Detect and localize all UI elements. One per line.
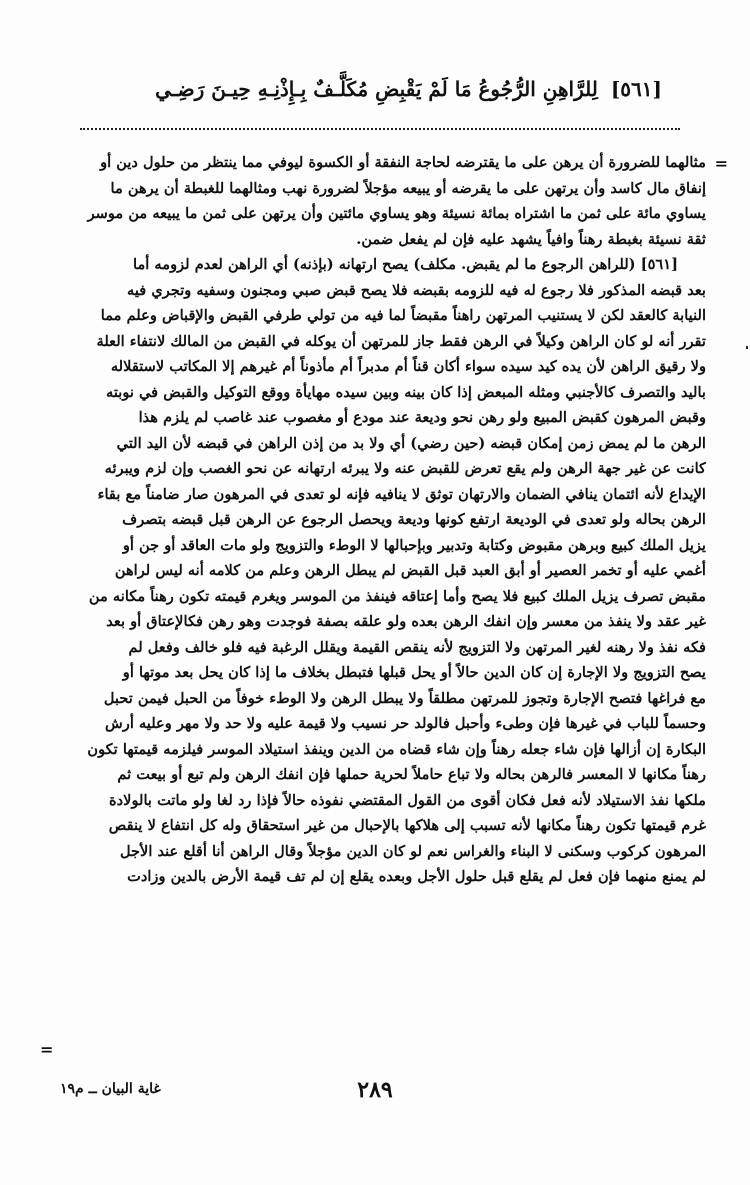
text-line: مع فراغها فتصح الإجارة وتجوز للمرتهن مطلقاً ولا يبطل الرهن ولا الوطء خوفاً من الحبل فيمن تحبل: [103, 689, 706, 707]
text-line: فكه نفذ ولا رهنه لغير المرتهن ولا التزويج لأنه ينقص القيمة ويقلل الرغبة فيه فلو خالف وفعل لم: [128, 638, 706, 656]
text-line: الرهن ما لم يمض زمن إمكان قبضه (حين رضي) أي ولا بد من إذن الراهن في قبضه لأن اليد التي: [116, 434, 706, 452]
text-line: كانت عن غير جهة الرهن ولم يقع تعرض للقبض عنه ولا يبرئه ارتهانه عن نحو الغصب وإن لزم ويبرئه: [104, 460, 706, 477]
verse-number: [٥٦١]: [610, 77, 662, 101]
signature-mark: غاية البيان ــ م١٩: [60, 1081, 161, 1097]
text-line: غرم قيمتها تكون رهناً مكانها لأنه تسبب إلى هلاكها بالإحبال من غير استحقاق وله كل انتفاع لا ينقص: [108, 817, 706, 834]
verse-text: لِلرَّاهِنِ الرُّجُوعُ مَا لَمْ يَقْبِضِ مُكَلَّـفٌ بِـإِذْنِـهِ حِيـنَ رَضِـي: [155, 77, 598, 101]
text-line: مقبض تصرف يزيل الملك كبيع فلا يصح وأما إعتاقه فينفذ من الموسر ويغرم قيمته تكون رهناً مكانه من: [88, 587, 706, 605]
scan-speck: [746, 346, 748, 349]
text-line: يصح التزويج ولا الإجارة إن كان الدين حالاً أو يحل قبلها فتبطل بخلاف ما إذا كان يحل بعد موتها أو: [122, 664, 706, 681]
text-line: وحسماً للباب في غيرها فإن وطىء وأحبل فالولد حر نسيب ولا قيمة عليه ولا حد ولا مهر وعليه أرش: [104, 715, 706, 732]
text-line: رهناً مكانها لا المعسر فالرهن بحاله ولا تباع حاملاً لحرية حملها فإن انفك الرهن ولم تبع أو بيعت ثم: [117, 766, 706, 783]
text-line: أغمي عليه أو تخمر العصير أو أبق العبد قبل القبض لم يبطل الرهن وعلم من كلامه أنه ليس لراهن: [114, 562, 706, 579]
text-line: [٥٦١] (للراهن الرجوع ما لم يقبض. مكلف) يصح ارتهانه (بإذنه) أي الراهن لعدم لزومه أما: [133, 256, 678, 273]
continuation-mark-top: =: [714, 154, 728, 173]
commentary-text: [66, 150, 706, 890]
text-line: يساوي مائة على ثمن ما اشتراه بمائة نسيئة وهو يساوي مائتين وأن يرتهن على ثمن ما يبيعه من موسر: [87, 205, 706, 222]
text-line: ثقة نسيئة بغبطة رهناً وافياً يشهد عليه فإن لم يفعل ضمن.: [356, 230, 706, 248]
text-line: النيابة كالعقد لكن لا يستنيب المرتهن راهناً مقبضاً لما فيه من تولي طرفي القبض والإقباض وعلم مما: [100, 307, 706, 324]
text-line: غير عقد ولا ينفذ من معسر وإن انفك الرهن بعده ولو علقه بصفة فوجدت وهو رهن فكالإعتاق أو بعد: [106, 613, 706, 630]
text-line: بعد قبضه المذكور فلا رجوع له فيه للزومه بقبضه فلا يصح قبض صبي ومجنون وسفيه وتجري فيه: [127, 281, 706, 299]
text-line: ولا رقيق الراهن لأن يده كيد سيده سواء أكان قناً أم مدبراً أم مأذوناً أم غيرهم إلا المكاتب لاستقلاله: [110, 358, 706, 375]
text-line: إنفاق مال كاسد وأن يرتهن على ما يقرضه أو يبيعه مؤجلاً لضرورة نهب ومثالهما للغبطة أن يرهن ما: [110, 179, 706, 197]
text-line: الإيداع لأنه ائتمان ينافي الضمان والارتهان توثق لا ينافيه فإنه لو تعدى في المرهون صار ضامناً مع بقاء: [97, 485, 706, 503]
continuation-mark-bottom: =: [40, 1040, 54, 1059]
dotted-separator: [80, 128, 680, 130]
text-line: المرهون كركوب وسكنى لا البناء والغراس نعم لو كان الدين مؤجلاً وقال الراهن أنا أقلع عند الأجل: [119, 842, 706, 860]
text-line: تقرر أنه لو كان الراهن وكيلاً في الرهن فقط جاز للمرتهن أن يوكله في القبض من المالك لانتفاء العلة: [96, 332, 706, 350]
verse-header: [110, 72, 662, 106]
text-line: مثالهما للضرورة أن يرهن على ما يقترضه لحاجة النفقة أو الكسوة ليوفي مما ينتظر من حلول دين أو: [100, 154, 706, 171]
text-line: يزيل الملك كبيع وبرهن مقبوض وكتابة وتدبير وبإحبالها لا الوطء والتزويج ولو مات العاقد أو جن أو: [122, 536, 706, 554]
text-line: البكارة إن أزالها فإن شاء جعله رهناً وإن شاء قضاه من الدين وينفذ استيلاد الموسر فيلزمه قيمتها تكون: [87, 740, 706, 758]
page-number: ٢٨٩: [357, 1077, 393, 1103]
text-line: لم يمنع منهما فإن فعل لم يقلع قبل حلول الأجل وبعده يقلع إن لم تف قيمة الأرض بالدين وزادت: [127, 868, 706, 885]
text-line: باليد والتصرف كالأجنبي ومثله المبعض إذا كان بينه وبين سيده مهايأة ووقع التوكيل والقبض في نوبته: [106, 383, 706, 401]
text-line: الرهن بحاله ولو تعدى في الوديعة ارتفع كونها وديعة ويحصل الرجوع عن الرهن قبل قبضه بتصرف: [122, 511, 706, 528]
text-line: ملكها نفذ الاستيلاد لأنه فعل فكان أقوى من القول المقتضي نفوذه حالاً فإذا رد لغا ولو ماتت بالولادة: [109, 791, 706, 809]
text-line: وقبض المرهون كقبض المبيع ولو رهن نحو وديعة عند مودع أو مغصوب عند غاصب لم يلزم هذا: [138, 409, 706, 426]
